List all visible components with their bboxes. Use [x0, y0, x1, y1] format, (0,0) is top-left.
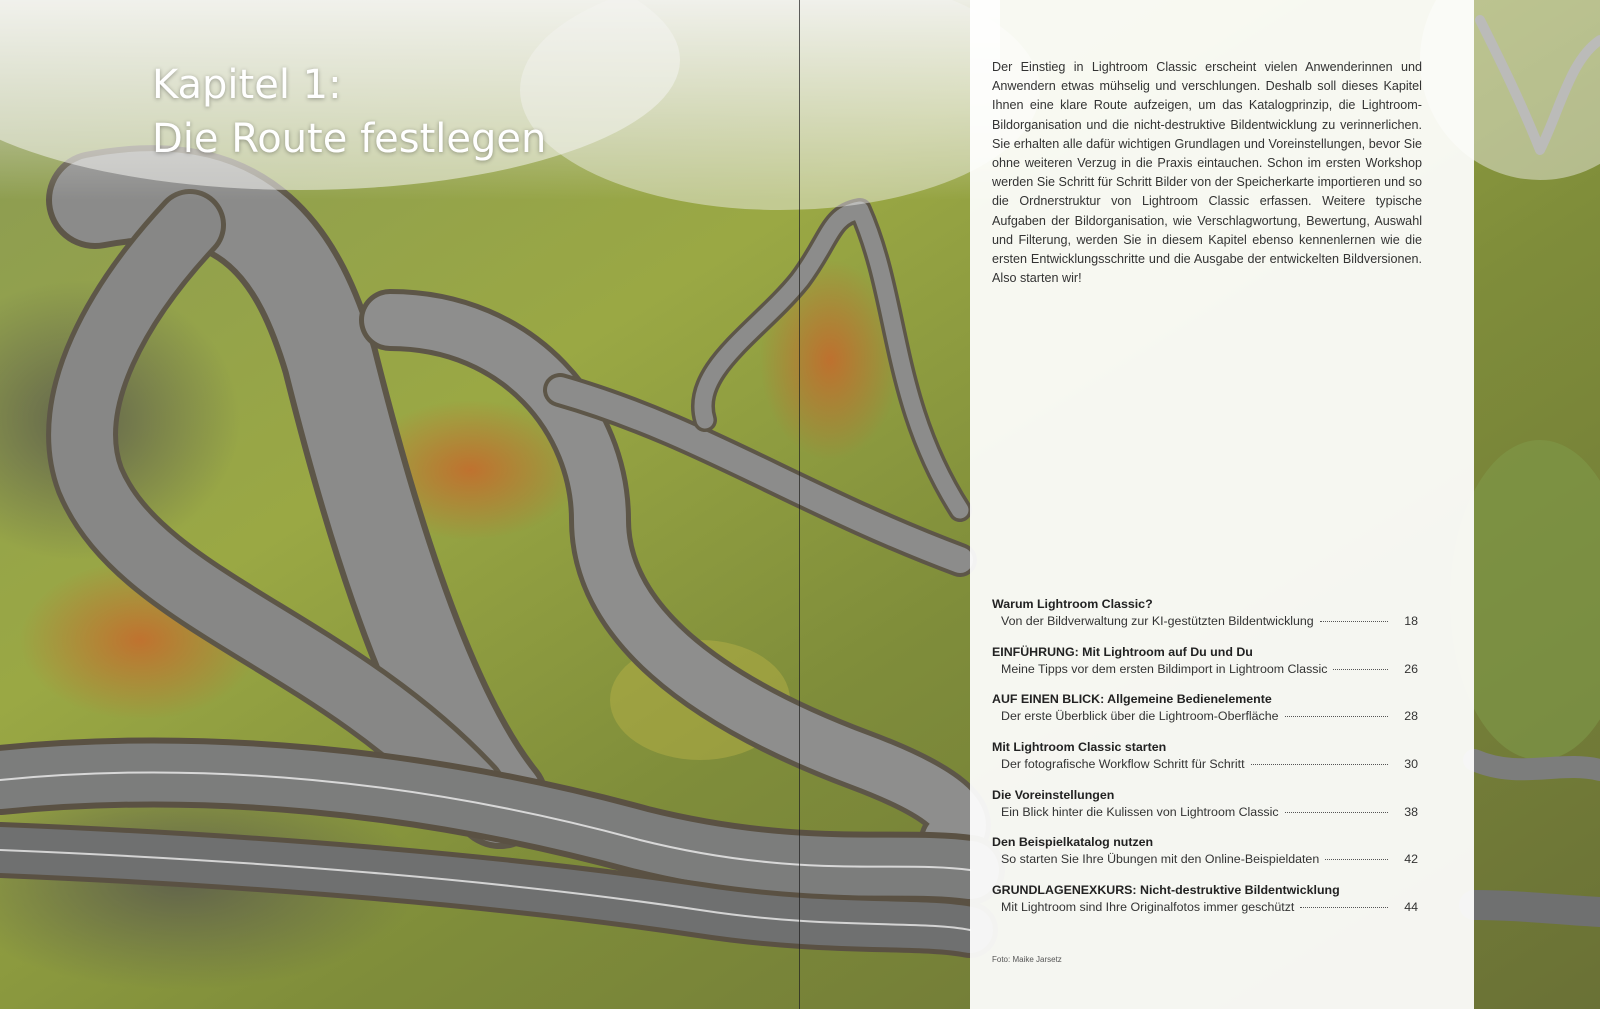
toc-entry[interactable] — [992, 739, 1418, 787]
toc-leader-dots — [1285, 716, 1388, 717]
toc-leader-dots — [1285, 812, 1388, 813]
toc-entry-subtitle: Von der Bildverwaltung zur KI-gestützten Bildentwicklung — [1001, 614, 1314, 628]
chapter-title — [152, 58, 546, 166]
toc-page-number: 28 — [1404, 709, 1418, 724]
intro-paragraph: Der Einstieg in Lightroom Classic erscheint vielen Anwenderinnen und Anwendern etwas mühselig und verschlungen. Deshalb soll dieses Kapitel Ihnen eine klare Route aufzeigen, um das Katalogprinzip, die Lightroom-Bildorganisation und die nicht-destruktive Bildentwicklung zu verinnerlichen. Sie erhalten alle dafür wichtigen Grundlagen und Voreinstellungen, bevor Sie ohne weiteren Verzug in die Praxis eintauchen. Schon im ersten Workshop werden Sie Schritt für Schritt Bilder von der Speicherkarte importieren und so die Ordnerstruktur von Lightroom Classic erfassen. Weitere typische Aufgaben der Bildorganisation, wie Verschlagwortung, Bewertung, Auswahl und Filterung, werden Sie in diesem Kapitel ebenso kennenlernen wie die ersten Entwicklungsschritte und die Ausgabe der entwickelten Bildversionen. Also starten wir! — [992, 60, 1422, 286]
toc-entry[interactable] — [992, 691, 1418, 739]
toc-page-number: 38 — [1404, 804, 1418, 819]
toc-entry-subtitle: Der erste Überblick über die Lightroom-Oberfläche — [1001, 709, 1279, 724]
toc-entry-title: Mit Lightroom Classic starten — [992, 740, 1167, 755]
toc-entry[interactable] — [992, 787, 1418, 835]
toc-leader-dots — [1325, 859, 1388, 860]
toc-entry-subtitle: So starten Sie Ihre Übungen mit den Online-Beispieldaten — [1001, 852, 1320, 867]
toc-entry[interactable] — [992, 882, 1418, 930]
table-of-contents — [992, 596, 1418, 930]
photo-credit: Foto: Maike Jarsetz — [992, 955, 1062, 964]
toc-entry[interactable] — [992, 644, 1418, 692]
chapter-title-line-1: Kapitel 1: — [152, 62, 342, 108]
toc-leader-dots — [1300, 907, 1388, 908]
toc-entry-title: Die Voreinstellungen — [992, 787, 1115, 802]
toc-entry[interactable] — [992, 596, 1418, 644]
chapter-title-line-2: Die Route festlegen — [152, 116, 547, 162]
toc-entry-title: Warum Lightroom Classic? — [992, 597, 1153, 611]
toc-entry-subtitle: Ein Blick hinter die Kulissen von Lightroom Classic — [1001, 804, 1279, 819]
toc-entry-title: AUF EINEN BLICK: Allgemeine Bedienelemente — [992, 692, 1272, 707]
toc-entry-subtitle: Mit Lightroom sind Ihre Originalfotos immer geschützt — [1001, 900, 1295, 915]
toc-entry-title: EINFÜHRUNG: Mit Lightroom auf Du und Du — [992, 644, 1253, 659]
toc-page-number: 30 — [1404, 757, 1418, 772]
toc-page-number: 26 — [1404, 661, 1418, 676]
toc-entry[interactable] — [992, 834, 1418, 882]
toc-page-number: 42 — [1404, 852, 1418, 867]
toc-leader-dots — [1333, 669, 1388, 670]
toc-entry-subtitle: Meine Tipps vor dem ersten Bildimport in Lightroom Classic — [1001, 661, 1328, 676]
page-gutter — [799, 0, 800, 1009]
toc-entry-title: Den Beispielkatalog nutzen — [992, 835, 1154, 850]
toc-entry-title: GRUNDLAGENEXKURS: Nicht-destruktive Bildentwicklung — [992, 883, 1340, 898]
toc-leader-dots — [1251, 764, 1388, 765]
toc-page-number: 44 — [1404, 900, 1418, 915]
toc-entry-subtitle: Der fotografische Workflow Schritt für Schritt — [1001, 757, 1245, 772]
toc-page-number: 18 — [1404, 614, 1418, 628]
toc-leader-dots — [1320, 621, 1388, 622]
